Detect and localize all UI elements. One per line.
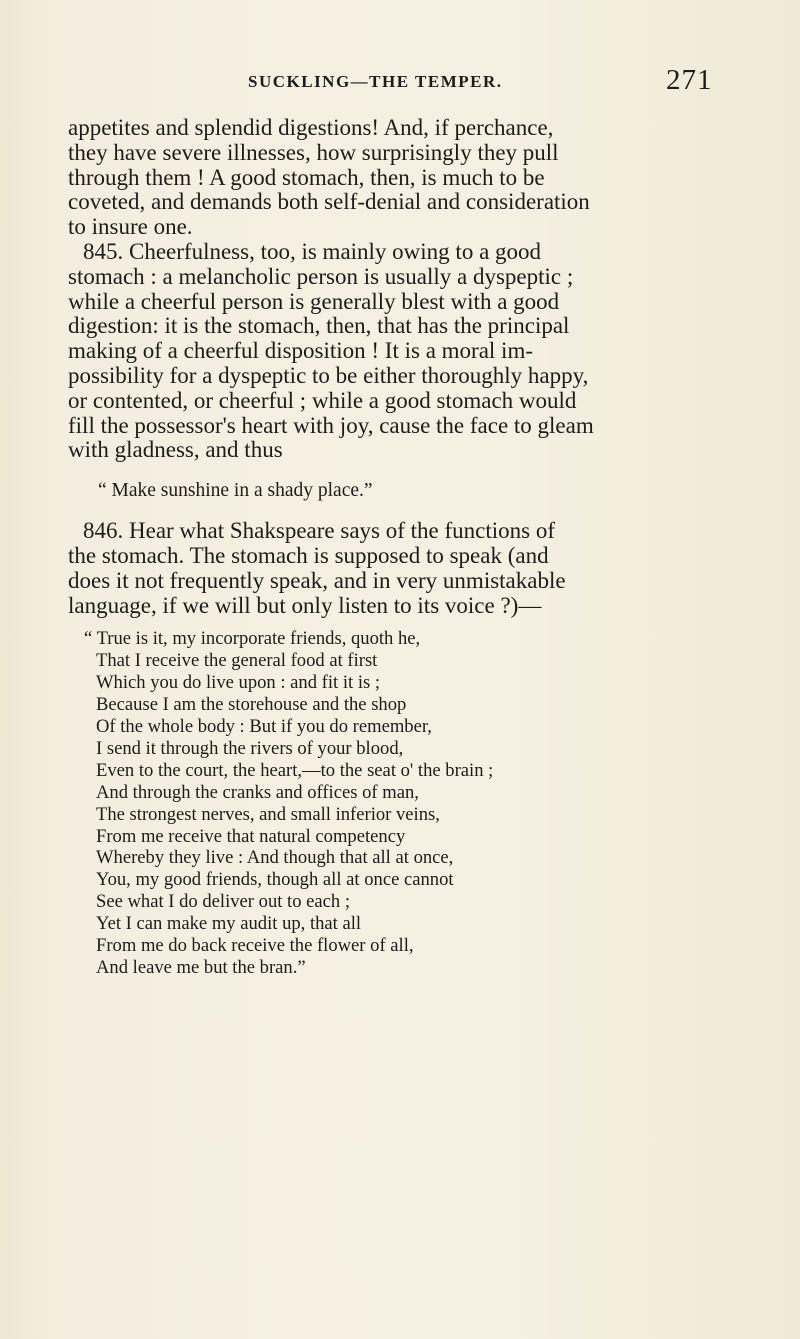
text-line: does it not frequently speak, and in very unmistakable [68, 567, 566, 593]
verse-line: You, my good friends, though all at once cannot [96, 869, 454, 891]
text-line: 846. Hear what Shakspeare says of the functions of [83, 518, 556, 544]
verse-line: Whereby they live : And though that all at once, [96, 847, 454, 869]
verse-line: And through the cranks and offices of man, [96, 781, 419, 803]
page-body [68, 116, 714, 979]
text-line: 845. Cheerfulness, too, is mainly owing to a good [83, 238, 542, 264]
verse-line: From me receive that natural competency [96, 825, 406, 847]
verse-line: See what I do deliver out to each ; [96, 891, 351, 913]
verse-line: Yet I can make my audit up, that all [96, 913, 362, 935]
text-line: through them ! A good stomach, then, is much to be [68, 164, 545, 190]
motto-quote: “ Make sunshine in a shady place.” [98, 480, 373, 502]
paragraph-845 [68, 240, 714, 463]
verse-line: Because I am the storehouse and the shop [96, 694, 407, 716]
text-line: while a cheerful person is generally blest with a good [68, 288, 560, 314]
text-line: language, if we will but only listen to its voice ?)— [68, 592, 542, 618]
text-line: with gladness, and thus [68, 437, 283, 463]
shakspeare-verse [68, 628, 714, 979]
text-line: they have severe illnesses, how surprisingly they pull [68, 139, 559, 165]
text-line: appetites and splendid digestions! And, if perchance, [68, 115, 554, 140]
verse-line: That I receive the general food at first [96, 650, 378, 672]
text-line: coveted, and demands both self-denial and consideration [68, 189, 590, 215]
text-line: making of a cheerful disposition ! It is a moral im- [68, 338, 533, 364]
verse-line: Even to the court, the heart,—to the seat o' the brain ; [96, 759, 494, 781]
verse-line: “ True is it, my incorporate friends, quoth he, [84, 628, 421, 650]
text-line: possibility for a dyspeptic to be either thoroughly happy, [68, 362, 589, 388]
text-line: digestion: it is the stomach, then, that has the principal [68, 313, 570, 339]
text-line: or contented, or cheerful ; while a good stomach would [68, 387, 577, 413]
page-number: 271 [666, 64, 713, 96]
continued-paragraph [68, 116, 714, 240]
verse-line: From me do back receive the flower of all, [96, 935, 414, 957]
running-title: SUCKLING—THE TEMPER. [248, 72, 503, 91]
text-line: stomach : a melancholic person is usually a dyspeptic ; [68, 263, 574, 289]
verse-line: Which you do live upon : and fit it is ; [96, 672, 381, 694]
text-line: the stomach. The stomach is supposed to speak (and [68, 542, 549, 568]
text-line: fill the possessor's heart with joy, cause the face to gleam [68, 412, 594, 438]
verse-line: The strongest nerves, and small inferior veins, [96, 803, 440, 825]
paragraph-846 [68, 519, 714, 618]
verse-line: And leave me but the bran.” [96, 956, 306, 978]
text-line: to insure one. [68, 214, 193, 240]
verse-line: I send it through the rivers of your blood, [96, 737, 404, 759]
verse-line: Of the whole body : But if you do remember, [96, 715, 432, 737]
